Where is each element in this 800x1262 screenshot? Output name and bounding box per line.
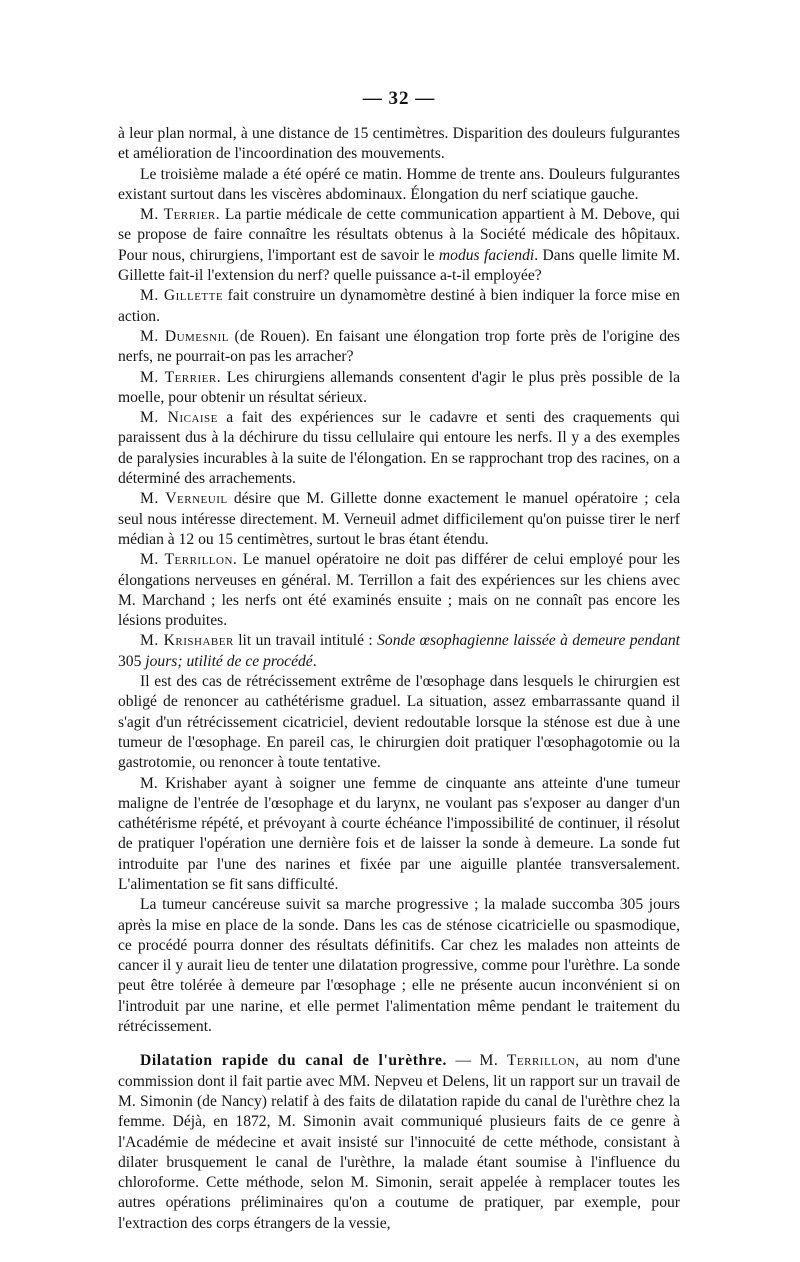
speaker-name: M. Gillette — [140, 287, 224, 305]
paragraph-terrier-1 — [118, 205, 680, 286]
paragraph-text: 305 — [118, 652, 146, 670]
paragraph-text: , au nom d'une commission dont il fait partie avec MM. Nepveu et Delens, lit un rapport sur un travail de M. Simonin (de Nancy) relatif à des faits de dilatation rapide du canal de l'urèthre chez la femme. Déjà, en 1872, M. Simonin avait communiqué plusieurs faits de ce genre à l'Académie de médecine et avait insisté sur l'innocuité de cette méthode, consistant à dilater brusquement le canal de l'urèthre, la malade étant soumise à l'influence du chloroforme. Cette méthode, selon M. Simonin, serait appelée à remplacer toutes les autres opérations préliminaires qu'on a coutume de pratiquer, par exemple, pour l'extraction des corps étrangers de la vessie, — [118, 1052, 680, 1232]
paragraph-terrillon — [118, 550, 680, 631]
paragraph-text: a fait des expériences sur le cadavre et senti des craquements qui paraissent dus à la déchirure du tissu cellulaire qui entoure les nerfs. Il y a des exemples de paralysies incurables à la suite de l'élongation. En se rapprochant trop des racines, on a déterminé des arrachements. — [118, 409, 680, 488]
paragraph-tumeur: La tumeur cancéreuse suivit sa marche progressive ; la malade succomba 305 jours après la mise en place de la sonde. Dans les cas de sténose cicatricielle ou spasmodique, ce procédé pourra donner des résultats définitifs. Car chez les malades non atteints de cancer il y aurait lieu de tenter une dilatation progressive, comme pour l'urèthre. La sonde peut être tolérée à demeure par l'œsophage ; elle ne présente aucun inconvénient si on l'introduit par une narine, et elle permet l'alimentation même pendant le traitement du rétrécissement. — [118, 896, 680, 1036]
speaker-name: M. Terrillon — [479, 1052, 576, 1070]
speaker-name: M. Terrier. — [140, 206, 221, 224]
paragraph-nicaise — [118, 408, 680, 489]
heading-dash: — — [447, 1052, 480, 1070]
paragraph-text: lit un travail intitulé : — [233, 632, 378, 650]
paragraph-text: Les chirurgiens allemands consentent d'agir le plus près possible de la moelle, pour obtenir un résultat sérieux. — [118, 368, 680, 406]
italic-phrase: modus faciendi — [438, 246, 535, 264]
paragraph-text: . Dans quelle limite M. Gillette fait-il l'extension du nerf? quelle puissance a-t-il employée? — [118, 246, 680, 285]
paragraph-dilatation — [118, 1051, 680, 1234]
paragraph-verneuil — [118, 489, 680, 550]
paragraph-terrier-2 — [118, 368, 680, 409]
speaker-name: M. Krishaber — [140, 632, 234, 650]
speaker-name: M. Terrier. — [140, 368, 222, 386]
paragraph-text: La partie médicale de cette communication appartient à M. Debove, qui se propose de faire connaître les résultats obtenus à la Société médicale des hôpitaux. Pour nous, chirurgiens, l'important est de savoir le — [118, 206, 680, 264]
section-heading: Dilatation rapide du canal de l'urèthre. — [140, 1052, 448, 1070]
italic-title: Sonde œsophagienne laissée à demeure pendant — [377, 632, 681, 650]
paragraph-continued: à leur plan normal, à une distance de 15 centimètres. Disparition des douleurs fulgurantes et amélioration de l'incoordination des mouvements. — [118, 125, 680, 163]
paragraph-text: fait construire un dynamomètre destiné à bien indiquer la force mise en action. — [118, 287, 680, 325]
italic-title: jours; utilité de ce procédé — [145, 652, 313, 670]
book-page — [118, 88, 680, 1234]
page-number: — 32 — — [362, 88, 436, 109]
paragraph-text: désire que M. Gillette donne exactement le manuel opératoire ; cela seul nous intéresse directement. M. Verneuil admet difficilement qu'on puisse tirer le nerf médian à 12 ou 15 centimètres, surtout le bras étant étendu. — [118, 490, 680, 548]
paragraph-krishaber-case: M. Krishaber ayant à soigner une femme de cinquante ans atteinte d'une tumeur maligne de l'entrée de l'œsophage et du larynx, ne voulant pas s'exposer au danger d'un cathétérisme répété, et prévoyant à courte échéance l'impossibilité de continuer, il résolut de pratiquer l'opération une dernière fois et de laisser la sonde à demeure. La sonde fut introduite par l'une des narines et fixée par une aiguille plantée transversalement. L'alimentation se fit sans difficulté. — [118, 774, 680, 893]
section-spacer — [118, 1037, 680, 1051]
speaker-name: M. Nicaise — [140, 409, 218, 427]
paragraph-retrecissement: Il est des cas de rétrécissement extrême de l'œsophage dans lesquels le chirurgien est obligé de renoncer au cathétérisme graduel. La situation, assez embarrassante quand il s'agit d'un rétrécissement cicatriciel, devient redoutable lorsque la sténose est due à une tumeur de l'œsophage. En pareil cas, le chirurgien doit pratiquer l'œsophagotomie ou la gastrotomie, ou renoncer à toute tentative. — [118, 673, 680, 772]
paragraph-text: . — [312, 652, 317, 670]
paragraph-third-patient: Le troisième malade a été opéré ce matin. Homme de trente ans. Douleurs fulgurantes existant surtout dans les viscères abdominaux. Élongation du nerf sciatique gauche. — [118, 165, 680, 203]
paragraph-text: Le manuel opératoire ne doit pas différer de celui employé pour les élongations nerveuses en général. M. Terrillon a fait des expériences sur les chiens avec M. Marchand ; les nerfs ont été examinés ensuite ; mais on ne connaît pas encore les lésions produites. — [118, 551, 680, 630]
paragraph-krishaber-title — [118, 631, 680, 672]
speaker-name: M. Dumesnil — [140, 327, 229, 345]
paragraph-text: (de Rouen). En faisant une élongation trop forte près de l'origine des nerfs, ne pourrait-on pas les arracher? — [118, 327, 681, 366]
paragraph-gillette — [118, 286, 680, 327]
paragraph-dumesnil — [118, 327, 680, 368]
speaker-name: M. Terrillon. — [140, 551, 238, 569]
speaker-name: M. Verneuil — [140, 490, 228, 508]
